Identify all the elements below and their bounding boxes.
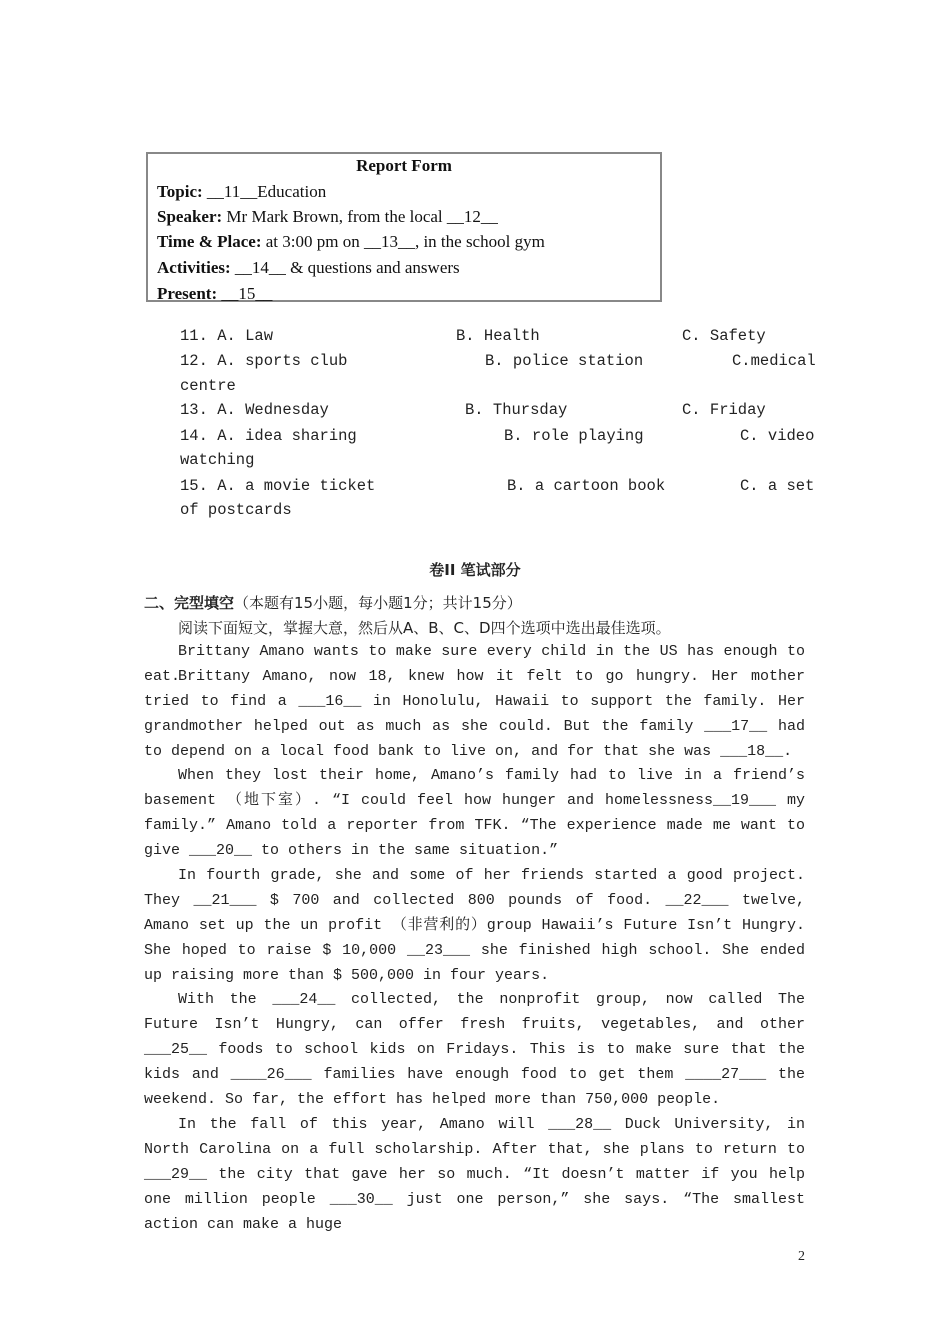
report-form: [146, 152, 662, 302]
q13-option-b: B. Thursday: [465, 401, 568, 419]
part2-heading-title: 二、完型填空: [144, 594, 235, 612]
q15-option-c-wrap: of postcards: [180, 501, 292, 519]
topic-value: __11__Education: [202, 182, 327, 201]
present-value: __15__: [217, 284, 273, 303]
q12-option-b: B. police station: [485, 352, 644, 370]
part2-heading: [144, 592, 522, 613]
activities-value: __14__ & questions and answers: [230, 258, 460, 277]
time-place-value: at 3:00 pm on __13__, in the school gym: [261, 232, 545, 251]
page-number: 2: [798, 1249, 805, 1264]
speaker-label: Speaker:: [157, 207, 223, 226]
report-form-title: Report Form: [356, 156, 452, 175]
passage-paragraph-3: When they lost their home, Amano’s family had to live in a friend’s basement （地下室）. “I could feel how hunger and homelessness__19___ my family.” Amano told a reporter from TFK. “The experience made me want to give ___20__ to others in the same situation.”: [144, 767, 805, 859]
passage-paragraph-1: Brittany Amano wants to make sure every child in the US has enough to eat.: [144, 643, 805, 685]
q15-option-a: 15. A. a movie ticket: [180, 477, 376, 495]
q11-option-a: 11. A. Law: [180, 327, 274, 345]
part2-heading-note: （本题有15小题，每小题1分；共计15分）: [234, 594, 522, 612]
q11-option-b: B. Health: [456, 327, 540, 345]
section-title: 卷II 笔试部分: [429, 561, 521, 579]
q14-option-a: 14. A. idea sharing: [180, 427, 357, 445]
q13-option-a: 13. A. Wednesday: [180, 401, 329, 419]
passage-paragraph-5: With the ___24__ collected, the nonprofit group, now called The Future Isn’t Hungry, can offer fresh fruits, vegetables, and other ___25__ foods to school kids on Fridays. This is to make sure that the kids and ____26___ families have enough food to get them ____27___ the weekend. So far, the effort has helped more than 750,000 people.: [144, 991, 805, 1108]
activities-label: Activities:: [157, 258, 231, 277]
activities-line: [157, 258, 460, 278]
q12-option-c: C.medical: [732, 352, 816, 370]
q14-option-b: B. role playing: [504, 427, 644, 445]
speaker-line: [157, 207, 498, 227]
passage-paragraph-6: In the fall of this year, Amano will ___28__ Duck University, in North Carolina on a full scholarship. After that, she plans to return to ___29__ the city that gave her so much. “It doesn’t matter if you help one million people ___30__ just one person,” she says. “The smallest action can make a huge: [144, 1116, 805, 1233]
part2-instruction: 阅读下面短文，掌握大意，然后从A、B、C、D四个选项中选出最佳选项。: [178, 619, 671, 637]
q11-option-c: C. Safety: [682, 327, 766, 345]
q14-option-c-wrap: watching: [180, 451, 255, 469]
q13-option-c: C. Friday: [682, 401, 766, 419]
topic-line: [157, 182, 326, 202]
passage-paragraph-2: Brittany Amano, now 18, knew how it felt to go hungry. Her mother tried to find a ___16__ in Honolulu, Hawaii to support the family. Her grandmother helped out as much as she could. But the family ___17__ had to depend on a local food bank to live on, and for that she was ___18__.: [144, 668, 805, 760]
q15-option-c: C. a set: [740, 477, 815, 495]
q12-option-c-wrap: centre: [180, 377, 236, 395]
passage-paragraph-4: In fourth grade, she and some of her friends started a good project. They __21___ $ 700 and collected 800 pounds of food. __22___ twelve, Amano set up the un profit （非营利的）group Hawaii’s Future Isn’t Hungry. She hoped to raise $ 10,000 __23___ she finished high school. She ended up raising more than $ 500,000 in four years.: [144, 867, 805, 984]
q15-option-b: B. a cartoon book: [507, 477, 666, 495]
present-line: [157, 284, 272, 304]
speaker-value: Mr Mark Brown, from the local __12__: [222, 207, 498, 226]
q14-option-c: C. video: [740, 427, 815, 445]
time-place-label: Time & Place:: [157, 232, 262, 251]
present-label: Present:: [157, 284, 218, 303]
topic-label: Topic:: [157, 182, 203, 201]
time-place-line: [157, 232, 545, 252]
q12-option-a: 12. A. sports club: [180, 352, 348, 370]
